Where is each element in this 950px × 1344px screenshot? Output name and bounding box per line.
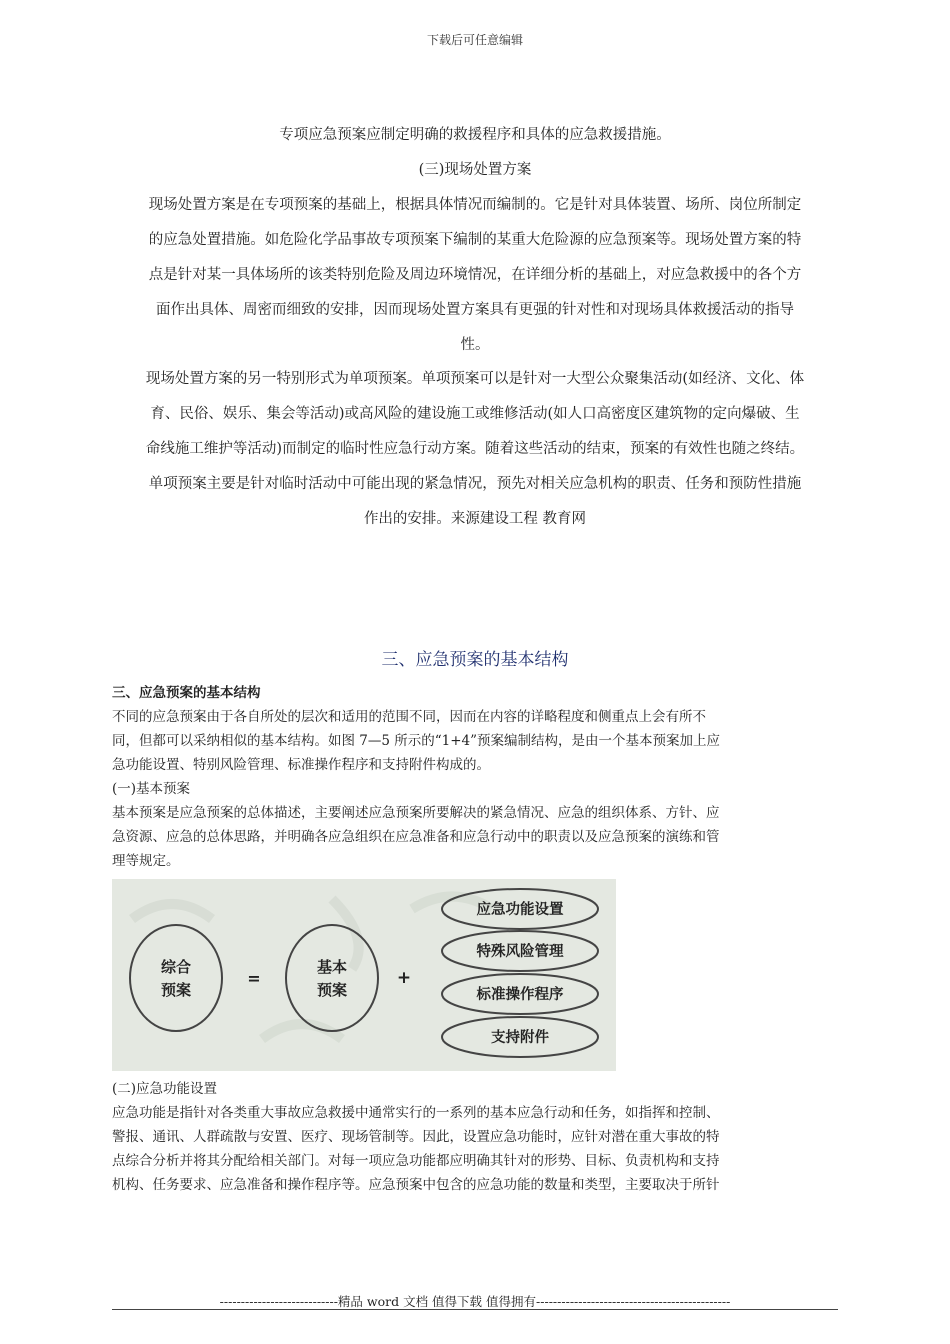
paragraph-line: 育、民俗、娱乐、集会等活动)或高风险的建设施工或维修活动(如人口高密度区建筑物的定向爆破、生 xyxy=(150,406,800,422)
basic-plan-paragraph xyxy=(112,801,838,873)
diagram-plus: + xyxy=(396,968,412,988)
paragraph-line: 面作出具体、周密而细致的安排，因而现场处置方案具有更强的针对性和对现场具体救援活动的指导 xyxy=(156,302,794,318)
plan-structure-diagram xyxy=(112,879,616,1071)
paragraph-line: 不同的应急预案由于各自所处的层次和适用的范围不同，因而在内容的详略程度和侧重点上会有所不 xyxy=(112,709,706,725)
page-header-note: 下载后可任意编辑 xyxy=(426,33,523,47)
emergency-function-paragraph xyxy=(112,1101,838,1197)
diagram-mid-line2: 预案 xyxy=(316,981,348,999)
structure-intro-paragraph xyxy=(112,705,838,777)
footer-rule xyxy=(112,1309,838,1310)
paragraph-line: 应急功能是指针对各类重大事故应急救援中通常实行的一系列的基本应急行动和任务，如指挥和控制、 xyxy=(112,1105,720,1121)
paragraph-line: 单项预案主要是针对临时活动中可能出现的紧急情况，预先对相关应急机构的职责、任务和预防性措施 xyxy=(148,476,802,492)
diagram-oval-2: 特殊风险管理 xyxy=(476,944,564,960)
diagram-equals: = xyxy=(247,969,261,988)
special-plan-line: 专项应急预案应制定明确的救援程序和具体的应急救援措施。 xyxy=(279,127,671,143)
diagram-left-line1: 综合 xyxy=(160,958,192,976)
paragraph-line: 性。 xyxy=(460,337,490,353)
diagram-oval-1: 应急功能设置 xyxy=(476,902,564,918)
single-plan-paragraph xyxy=(112,362,838,537)
paragraph-line: 的应急处置措施。如危险化学品事故专项预案下编制的某重大危险源的应急预案等。现场处置方案的特 xyxy=(148,232,802,248)
page-footer-text: ----------------------------精品 word 文档 值得下载 值得拥有---------------------------------------------- xyxy=(219,1294,731,1309)
diagram-oval-3: 标准操作程序 xyxy=(476,987,564,1003)
section-bold-heading: 三、应急预案的基本结构 xyxy=(112,685,261,701)
diagram-left-line2: 预案 xyxy=(160,981,192,999)
paragraph-line: 作出的安排。来源建设工程 教育网 xyxy=(363,511,587,527)
paragraph-line: 急资源、应急的总体思路，并明确各应急组织在应急准备和应急行动中的职责以及应急预案的演练和管 xyxy=(112,829,720,845)
paragraph-line: 急功能设置、特别风险管理、标准操作程序和支持附件构成的。 xyxy=(112,757,490,773)
paragraph-line: 点是针对某一具体场所的该类特别危险及周边环境情况，在详细分析的基础上，对应急救援中的各个方 xyxy=(148,267,802,283)
diagram-oval-4: 支持附件 xyxy=(491,1030,549,1046)
paragraph-line: 理等规定。 xyxy=(112,853,180,869)
diagram-mid-line1: 基本 xyxy=(316,958,348,976)
basic-plan-subheading: (一)基本预案 xyxy=(112,781,191,797)
paragraph-line: 现场处置方案的另一特别形式为单项预案。单项预案可以是针对一大型公众聚集活动(如经济、文化、体 xyxy=(145,371,805,387)
emergency-function-subheading: (二)应急功能设置 xyxy=(112,1081,218,1097)
onsite-plan-subheading: (三)现场处置方案 xyxy=(418,162,532,178)
paragraph-line: 警报、通讯、人群疏散与安置、医疗、现场管制等。因此，设置应急功能时，应针对潜在重大事故的特 xyxy=(112,1129,720,1145)
paragraph-line: 基本预案是应急预案的总体描述，主要阐述应急预案所要解决的紧急情况、应急的组织体系、方针、应 xyxy=(112,805,720,821)
paragraph-line: 命线施工维护等活动)而制定的临时性应急行动方案。随着这些活动的结束，预案的有效性也随之终结。 xyxy=(145,441,805,457)
paragraph-line: 点综合分析并将其分配给相关部门。对每一项应急功能都应明确其针对的形势、目标、负责机构和支持 xyxy=(112,1153,720,1169)
paragraph-line: 现场处置方案是在专项预案的基础上，根据具体情况而编制的。它是针对具体装置、场所、岗位所制定 xyxy=(148,197,802,213)
paragraph-line: 同，但都可以采纳相似的基本结构。如图 7—5 所示的“1+4”预案编制结构，是由一个基本预案加上应 xyxy=(112,733,721,749)
paragraph-line: 机构、任务要求、应急准备和操作程序等。应急预案中包含的应急功能的数量和类型，主要取决于所针 xyxy=(112,1177,720,1193)
onsite-plan-paragraph xyxy=(112,188,838,363)
section-title: 三、应急预案的基本结构 xyxy=(381,650,569,670)
